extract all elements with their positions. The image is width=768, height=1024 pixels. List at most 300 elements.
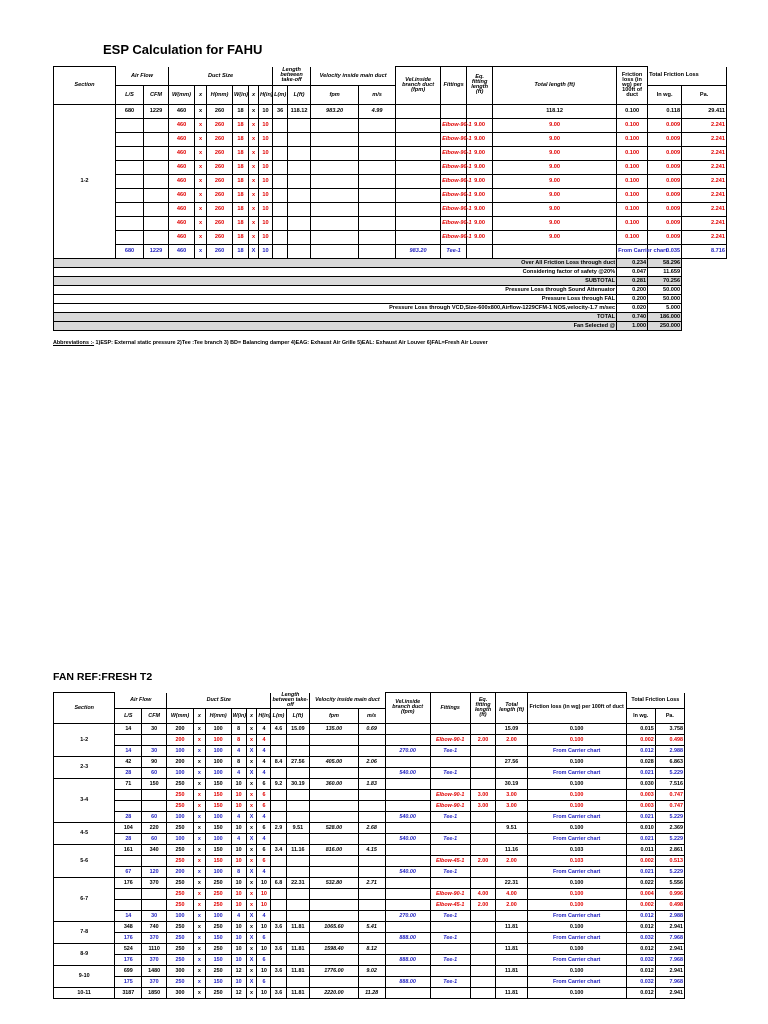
- cell-l-m: [273, 118, 288, 132]
- cell-ms: [358, 833, 385, 844]
- cell-l-m: 8.4: [271, 756, 286, 767]
- cell-h-mm: 150: [205, 822, 231, 833]
- cell-h-mm: 260: [207, 230, 233, 244]
- cell-pa: 2.241: [682, 160, 727, 174]
- cell-total-length: 27.56: [496, 756, 527, 767]
- cell-w-in: 8: [231, 723, 246, 734]
- cell-in-wg: 0.009: [648, 216, 682, 230]
- section-label: 7-8: [54, 921, 115, 943]
- cell-pa: 3.758: [655, 723, 684, 734]
- cell-ms: [358, 745, 385, 756]
- cell-friction: 0.100: [527, 789, 626, 800]
- cell-fpm: [310, 734, 358, 745]
- table-row: [54, 723, 685, 734]
- cell-friction: 0.100: [527, 943, 626, 954]
- cell-in-wg: 0.030: [626, 778, 655, 789]
- cell-ls: [116, 118, 144, 132]
- cell-ms: [358, 866, 385, 877]
- cell-w-mm: 100: [167, 910, 194, 921]
- cell-x: x: [193, 811, 205, 822]
- cell-eq-length: 9.00: [467, 230, 493, 244]
- summary-pa: 11.659: [648, 267, 682, 276]
- header-ms: m/s: [359, 85, 396, 104]
- cell-fpm: 528.00: [310, 822, 358, 833]
- cell-friction: 0.100: [617, 118, 648, 132]
- cell-w-in: 8: [231, 756, 246, 767]
- section-label: 2-3: [54, 756, 115, 778]
- cell-fitting: Elbow-90-1: [441, 132, 467, 146]
- cell-x: x: [193, 910, 205, 921]
- cell-eq-length: [467, 244, 493, 258]
- cell-w-mm: 250: [167, 888, 194, 899]
- cell-w-mm: 200: [167, 734, 194, 745]
- cell-fitting: Elbow-90-1: [441, 118, 467, 132]
- cell-l-ft: [286, 811, 310, 822]
- cell-vel-branch: [385, 965, 430, 976]
- header-cfm: CFM: [144, 85, 169, 104]
- cell-total-length: [496, 932, 527, 943]
- cell-ls: 176: [115, 954, 142, 965]
- cell-cfm: 120: [142, 866, 167, 877]
- cell-friction: 0.100: [617, 188, 648, 202]
- cell-ls: [116, 160, 144, 174]
- header-air-flow: Air Flow: [116, 67, 169, 86]
- cell-fitting: Elbow-90-1: [441, 188, 467, 202]
- cell-ls: [115, 899, 142, 910]
- cell-w-mm: 460: [169, 104, 195, 118]
- cell-w-in: 10: [231, 932, 246, 943]
- cell-fitting: [430, 844, 470, 855]
- section-label: 6-7: [54, 877, 115, 921]
- cell-w-mm: 460: [169, 188, 195, 202]
- cell-x2: X: [246, 976, 257, 987]
- cell-eq-length: [470, 745, 496, 756]
- cell-l-m: 36: [273, 104, 288, 118]
- cell-w-in: 18: [233, 146, 249, 160]
- cell-fpm: [310, 745, 358, 756]
- cell-friction: From Carrier chart: [527, 745, 626, 756]
- cell-l-m: [271, 734, 286, 745]
- cell-x2: x: [249, 188, 259, 202]
- cell-fpm: [311, 118, 359, 132]
- cell-x2: X: [249, 244, 259, 258]
- cell-eq-length: 9.00: [467, 188, 493, 202]
- cell-ls: [115, 888, 142, 899]
- header-lft: L(ft): [288, 85, 311, 104]
- cell-x: x: [193, 965, 205, 976]
- cell-fitting: Elbow-90-1: [441, 202, 467, 216]
- cell-fitting: Elbow-45-1: [430, 899, 470, 910]
- cell-total-length: 3.00: [496, 789, 527, 800]
- table-row: [54, 188, 727, 202]
- cell-w-in: 4: [231, 767, 246, 778]
- cell-pa: 29.411: [682, 104, 727, 118]
- cell-fitting: Elbow-90-1: [430, 734, 470, 745]
- cell-l-m: [273, 202, 288, 216]
- cell-fitting: Elbow-90-1: [430, 888, 470, 899]
- summary-pa: 50.000: [648, 294, 682, 303]
- table-row: [54, 965, 685, 976]
- cell-l-ft: [288, 188, 311, 202]
- cell-friction: 0.100: [527, 921, 626, 932]
- header-inwg: In wg.: [648, 85, 682, 104]
- cell-x2: x: [246, 987, 257, 998]
- cell-w-in: 10: [231, 899, 246, 910]
- cell-l-ft: [286, 789, 310, 800]
- cell-in-wg: 0.009: [648, 118, 682, 132]
- cell-ms: [358, 899, 385, 910]
- cell-w-in: 18: [233, 230, 249, 244]
- cell-pa: 0.513: [655, 855, 684, 866]
- cell-in-wg: 0.009: [648, 160, 682, 174]
- cell-x2: x: [249, 230, 259, 244]
- section-label: 9-10: [54, 965, 115, 987]
- cell-vel-branch: [385, 877, 430, 888]
- table-row: [54, 987, 685, 998]
- cell-l-ft: [286, 767, 310, 778]
- cell-w-in: 4: [231, 745, 246, 756]
- cell-w-in: 12: [231, 987, 246, 998]
- cell-in-wg: 0.021: [626, 811, 655, 822]
- cell-vel-branch: [385, 734, 430, 745]
- cell-l-m: [273, 160, 288, 174]
- cell-w-in: 18: [233, 104, 249, 118]
- cell-eq-length: [470, 833, 496, 844]
- cell-h-mm: 260: [207, 244, 233, 258]
- cell-in-wg: 0.012: [626, 921, 655, 932]
- table-row: [54, 877, 685, 888]
- cell-w-mm: 250: [167, 789, 194, 800]
- cell-friction: 0.100: [527, 756, 626, 767]
- cell-total-length: [496, 976, 527, 987]
- cell-w-mm: 460: [169, 118, 195, 132]
- cell-x: x: [193, 987, 205, 998]
- cell-vel-branch: [385, 723, 430, 734]
- cell-l-ft: 30.19: [286, 778, 310, 789]
- header-cfm: CFM: [142, 708, 167, 723]
- cell-in-wg: 0.032: [626, 932, 655, 943]
- header-fittings: Fittings: [430, 693, 470, 724]
- cell-ls: [116, 216, 144, 230]
- cell-x2: X: [246, 910, 257, 921]
- cell-ls: [116, 188, 144, 202]
- cell-pa: 5.556: [655, 877, 684, 888]
- cell-ms: [359, 146, 396, 160]
- cell-x2: x: [249, 160, 259, 174]
- cell-l-ft: 11.81: [286, 965, 310, 976]
- cell-vel-branch: [385, 800, 430, 811]
- header-x2: x: [249, 85, 259, 104]
- cell-ls: 699: [115, 965, 142, 976]
- cell-ms: [358, 855, 385, 866]
- cell-l-ft: [288, 174, 311, 188]
- cell-l-ft: [288, 146, 311, 160]
- cell-fitting: [430, 756, 470, 767]
- cell-friction: 0.100: [617, 132, 648, 146]
- cell-x2: X: [246, 811, 257, 822]
- cell-cfm: 1110: [142, 943, 167, 954]
- section-label: 1-2: [54, 723, 115, 756]
- cell-cfm: [144, 188, 169, 202]
- cell-h-in: 4: [257, 866, 271, 877]
- cell-h-in: 10: [259, 118, 273, 132]
- cell-pa: 0.498: [655, 899, 684, 910]
- cell-pa: 2.241: [682, 216, 727, 230]
- cell-cfm: 1850: [142, 987, 167, 998]
- cell-h-mm: 100: [205, 866, 231, 877]
- table-row: [54, 866, 685, 877]
- cell-h-in: 6: [257, 800, 271, 811]
- cell-total-length: 2.00: [496, 734, 527, 745]
- cell-h-mm: 260: [207, 132, 233, 146]
- cell-ls: 348: [115, 921, 142, 932]
- cell-h-in: 6: [257, 976, 271, 987]
- cell-total-length: 9.00: [493, 230, 617, 244]
- cell-l-m: [273, 188, 288, 202]
- cell-eq-length: [470, 778, 496, 789]
- cell-h-mm: 260: [207, 202, 233, 216]
- header-inwg: In wg.: [626, 708, 655, 723]
- header-section: Section: [54, 693, 115, 724]
- cell-pa: 2.241: [682, 174, 727, 188]
- cell-ms: [359, 160, 396, 174]
- cell-eq-length: 9.00: [467, 146, 493, 160]
- cell-total-length: 2.00: [496, 855, 527, 866]
- cell-ls: [115, 789, 142, 800]
- cell-x2: x: [249, 174, 259, 188]
- cell-ms: [358, 910, 385, 921]
- cell-l-m: [271, 745, 286, 756]
- cell-w-in: 18: [233, 244, 249, 258]
- cell-friction: From Carrier chart: [527, 866, 626, 877]
- cell-in-wg: 0.032: [626, 976, 655, 987]
- cell-fitting: [430, 965, 470, 976]
- cell-eq-length: 2.00: [470, 899, 496, 910]
- header-win: W(in): [233, 85, 249, 104]
- cell-w-mm: 460: [169, 244, 195, 258]
- cell-ms: [358, 789, 385, 800]
- cell-fitting: Elbow-90-1: [430, 789, 470, 800]
- header-duct-size: Duct Size: [169, 67, 273, 86]
- cell-l-m: [273, 132, 288, 146]
- cell-friction: 0.100: [617, 230, 648, 244]
- cell-x: x: [193, 833, 205, 844]
- header-velocity-main: Velocity inside main duct: [311, 67, 396, 86]
- cell-vel-branch: [385, 921, 430, 932]
- document-title: ESP Calculation for FAHU: [103, 42, 263, 57]
- cell-vel-branch: [396, 132, 441, 146]
- summary-label: Pressure Loss through Sound Attenuator: [54, 285, 617, 294]
- cell-h-mm: 250: [205, 987, 231, 998]
- table-row: [54, 174, 727, 188]
- cell-friction: 0.100: [527, 888, 626, 899]
- cell-w-mm: 100: [167, 811, 194, 822]
- cell-total-length: [493, 244, 617, 258]
- cell-pa: 2.241: [682, 230, 727, 244]
- table-row: [54, 756, 685, 767]
- cell-l-m: [273, 216, 288, 230]
- cell-w-in: 10: [231, 844, 246, 855]
- cell-ms: [358, 954, 385, 965]
- header-ls: L/S: [115, 708, 142, 723]
- cell-fpm: 983.20: [311, 104, 359, 118]
- cell-total-length: [496, 811, 527, 822]
- cell-ms: 9.02: [358, 965, 385, 976]
- summary-row: [54, 294, 727, 303]
- cell-l-ft: [288, 244, 311, 258]
- cell-vel-branch: 540.00: [385, 866, 430, 877]
- table-row: [54, 888, 685, 899]
- table-row: [54, 160, 727, 174]
- cell-x2: x: [246, 734, 257, 745]
- cell-x: x: [193, 723, 205, 734]
- cell-ls: 28: [115, 811, 142, 822]
- cell-h-mm: 250: [205, 921, 231, 932]
- cell-vel-branch: [385, 822, 430, 833]
- cell-fitting: Tee-1: [430, 767, 470, 778]
- cell-total-length: [496, 833, 527, 844]
- cell-l-m: [271, 954, 286, 965]
- cell-fpm: [310, 811, 358, 822]
- cell-w-mm: 100: [167, 833, 194, 844]
- cell-h-in: 10: [257, 888, 271, 899]
- cell-h-mm: 250: [205, 965, 231, 976]
- cell-h-in: 6: [257, 778, 271, 789]
- cell-ms: 0.69: [358, 723, 385, 734]
- cell-fpm: [310, 800, 358, 811]
- cell-eq-length: [470, 866, 496, 877]
- header-duct-size: Duct Size: [167, 693, 271, 709]
- header-length-between: Length between take-off: [272, 691, 309, 708]
- cell-total-length: 9.00: [493, 160, 617, 174]
- cell-pa: 8.716: [682, 244, 727, 258]
- cell-cfm: [144, 146, 169, 160]
- cell-h-mm: 100: [205, 734, 231, 745]
- cell-fpm: [310, 833, 358, 844]
- cell-fpm: [310, 888, 358, 899]
- table-row: [54, 146, 727, 160]
- cell-ls: 67: [115, 866, 142, 877]
- cell-l-ft: [288, 216, 311, 230]
- cell-cfm: [142, 800, 167, 811]
- cell-l-ft: [286, 899, 310, 910]
- cell-x2: x: [246, 943, 257, 954]
- cell-fpm: [311, 188, 359, 202]
- cell-l-m: [273, 146, 288, 160]
- cell-h-mm: 150: [205, 789, 231, 800]
- cell-ms: [358, 888, 385, 899]
- cell-in-wg: 0.012: [626, 987, 655, 998]
- cell-cfm: 90: [142, 756, 167, 767]
- cell-total-length: 9.00: [493, 118, 617, 132]
- header-lm: L(m): [271, 708, 286, 723]
- cell-friction: 0.100: [527, 778, 626, 789]
- cell-l-m: [271, 910, 286, 921]
- cell-vel-branch: 888.00: [385, 954, 430, 965]
- cell-total-length: 2.00: [496, 899, 527, 910]
- table-row: [54, 921, 685, 932]
- cell-ls: 14: [115, 910, 142, 921]
- cell-h-in: 10: [259, 244, 273, 258]
- cell-w-mm: 460: [169, 146, 195, 160]
- cell-h-in: 4: [257, 756, 271, 767]
- cell-fpm: [310, 855, 358, 866]
- cell-fpm: [311, 244, 359, 258]
- cell-in-wg: 0.004: [626, 888, 655, 899]
- cell-cfm: 30: [142, 745, 167, 756]
- cell-total-length: 3.00: [496, 800, 527, 811]
- cell-ls: [116, 132, 144, 146]
- cell-ms: [358, 767, 385, 778]
- summary-pa: 5.000: [648, 303, 682, 312]
- header-win: W(in): [231, 708, 246, 723]
- cell-h-mm: 150: [205, 855, 231, 866]
- cell-l-m: 3.6: [271, 921, 286, 932]
- cell-in-wg: 0.022: [626, 877, 655, 888]
- cell-h-mm: 250: [205, 888, 231, 899]
- cell-w-mm: 250: [167, 877, 194, 888]
- cell-x2: x: [246, 877, 257, 888]
- cell-h-mm: 150: [205, 976, 231, 987]
- cell-l-m: 3.6: [271, 943, 286, 954]
- cell-x: x: [193, 822, 205, 833]
- cell-x: x: [195, 174, 207, 188]
- cell-vel-branch: [396, 188, 441, 202]
- cell-cfm: [144, 230, 169, 244]
- cell-friction: 0.100: [527, 800, 626, 811]
- header-ms: m/s: [358, 708, 385, 723]
- cell-ms: [359, 230, 396, 244]
- header-vel-branch: Vel.inside branch duct (fpm): [385, 693, 430, 724]
- header-x: x: [195, 85, 207, 104]
- cell-l-m: [271, 888, 286, 899]
- cell-cfm: [142, 734, 167, 745]
- summary-label: TOTAL: [54, 312, 617, 321]
- cell-in-wg: 0.009: [648, 202, 682, 216]
- cell-w-mm: 250: [167, 976, 194, 987]
- cell-in-wg: 0.015: [626, 723, 655, 734]
- header-fpm: fpm: [311, 85, 359, 104]
- cell-pa: 2.241: [682, 118, 727, 132]
- cell-x2: X: [246, 833, 257, 844]
- cell-h-mm: 260: [207, 174, 233, 188]
- cell-l-ft: [286, 745, 310, 756]
- cell-pa: 7.968: [655, 976, 684, 987]
- cell-friction: 0.100: [617, 146, 648, 160]
- cell-h-mm: 150: [205, 954, 231, 965]
- cell-x: x: [193, 745, 205, 756]
- cell-fitting: Tee-1: [430, 833, 470, 844]
- cell-fitting: Tee-1: [430, 954, 470, 965]
- cell-h-in: 6: [257, 844, 271, 855]
- section-label: 1-2: [54, 104, 116, 258]
- cell-total-length: 9.00: [493, 216, 617, 230]
- cell-eq-length: [470, 723, 496, 734]
- header-length-between: Length between take-off: [273, 67, 311, 86]
- header-vel-branch: Vel.inside branch duct (fpm): [396, 67, 441, 105]
- summary-label: Over All Friction Loss through duct: [54, 258, 617, 267]
- cell-eq-length: [470, 756, 496, 767]
- header-x2: x: [246, 708, 257, 723]
- cell-h-in: 10: [259, 174, 273, 188]
- cell-l-m: [273, 174, 288, 188]
- cell-ms: [359, 118, 396, 132]
- cell-friction: 0.100: [617, 174, 648, 188]
- cell-w-in: 10: [231, 855, 246, 866]
- cell-total-length: 9.00: [493, 188, 617, 202]
- cell-fpm: [310, 767, 358, 778]
- cell-total-length: 9.51: [496, 822, 527, 833]
